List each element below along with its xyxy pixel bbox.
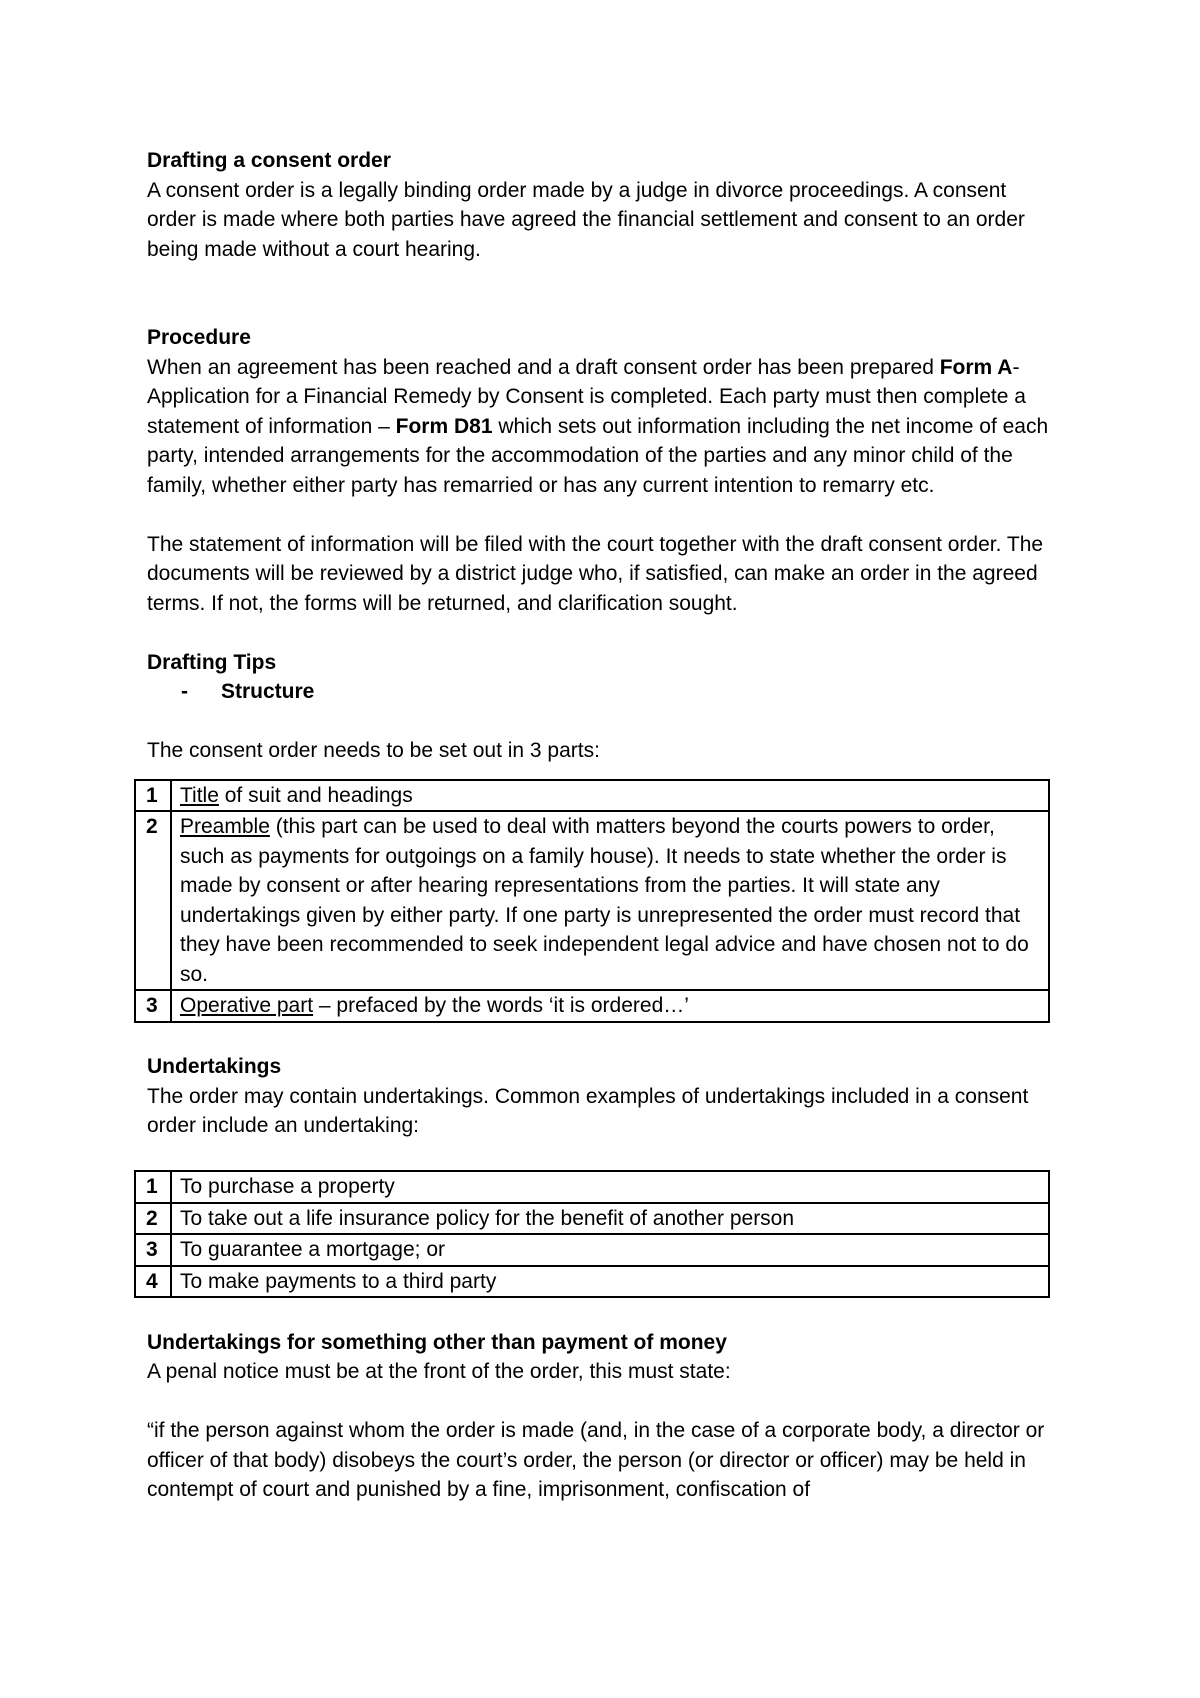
row-text: of suit and headings [218, 783, 413, 807]
spacer [147, 618, 1057, 648]
row-content [171, 780, 1049, 812]
table-row [135, 811, 1049, 990]
intro-heading: Drafting a consent order [147, 149, 391, 172]
row-number: 4 [135, 1266, 171, 1298]
row-number: 2 [135, 811, 171, 990]
table-row [135, 780, 1049, 812]
row-number: 3 [135, 1234, 171, 1266]
parts-table [134, 779, 1050, 1023]
undertakings-paragraph: The order may contain undertakings. Common examples of undertakings included in a consent order include an undertaking: [147, 1084, 1029, 1137]
spacer [147, 500, 1057, 530]
penal-notice-quote: “if the person against whom the order is made (and, in the case of a corporate body, a director or officer of that body) disobeys the court’s order, the person (or director or officer) may be held in contempt of court and punished by a fine, imprisonment, confiscation of [147, 1419, 1045, 1501]
document-page [147, 146, 1057, 1505]
form-a-label: Form A [939, 355, 1013, 379]
spacer [147, 1023, 1057, 1053]
procedure-text-1: When an agreement has been reached and a draft consent order has been prepared [147, 355, 940, 379]
row-number: 1 [135, 780, 171, 812]
row-text: To purchase a property [171, 1171, 1049, 1203]
bullet-dash: - [181, 680, 188, 703]
row-text: To make payments to a third party [171, 1266, 1049, 1298]
row-number: 2 [135, 1203, 171, 1235]
spacer [147, 1141, 1057, 1171]
bullet-text: Structure [221, 680, 315, 703]
spacer [147, 1387, 1057, 1417]
table-row [135, 1203, 1049, 1235]
row-content [171, 990, 1049, 1022]
spacer [147, 1298, 1057, 1328]
tips-heading: Drafting Tips [147, 650, 277, 674]
row-text: (this part can be used to deal with matters beyond the courts powers to order, such as payments for outgoings on a family house). It needs to state whether the order is made by consent or after hearing representations from the parties. It will state any undertakings given by either party. If one party is unrepresented the order must record that they have been recommended to seek independent legal advice and have chosen not to do so. [180, 815, 1029, 986]
parts-intro: The consent order needs to be set out in 3 parts: [147, 739, 600, 762]
undertakings-heading: Undertakings [147, 1055, 282, 1078]
form-d81-label: Form D81 [395, 414, 493, 438]
procedure-text-2: - Application for a Financial Remedy by Consent is completed. Each party must then complete a statement of information – [147, 355, 1026, 438]
row-content [171, 811, 1049, 990]
intro-paragraph: A consent order is a legally binding order made by a judge in divorce proceedings. A consent order is made where both parties have agreed the financial settlement and consent to an order being made without a court hearing. [147, 178, 1025, 261]
row-text: To take out a life insurance policy for the benefit of another person [171, 1203, 1049, 1235]
spacer [147, 707, 1057, 737]
non-money-paragraph: A penal notice must be at the front of the order, this must state: [147, 1360, 731, 1383]
procedure-heading: Procedure [147, 326, 251, 349]
spacer [147, 264, 1057, 323]
row-text: To guarantee a mortgage; or [171, 1234, 1049, 1266]
tips-bullet [147, 677, 1057, 707]
row-number: 3 [135, 990, 171, 1022]
table-row [135, 990, 1049, 1022]
procedure-paragraph [147, 353, 1057, 501]
row-number: 1 [135, 1171, 171, 1203]
non-money-heading: Undertakings for something other than payment of money [147, 1330, 727, 1354]
spacer [147, 766, 1057, 779]
row-label: Preamble [180, 815, 270, 838]
table-row [135, 1266, 1049, 1298]
table-row [135, 1171, 1049, 1203]
filing-paragraph: The statement of information will be filed with the court together with the draft consent order. The documents will be reviewed by a district judge who, if satisfied, can make an order in the agreed terms. If not, the forms will be returned, and clarification sought. [147, 532, 1044, 615]
undertakings-table [134, 1170, 1050, 1298]
row-label: Title [180, 783, 219, 807]
row-text: – prefaced by the words ‘it is ordered…’ [313, 994, 689, 1017]
row-label: Operative part [180, 994, 314, 1017]
procedure-text-3: which sets out information including the net income of each party, intended arrangements for the accommodation of the parties and any minor child of the family, whether either party has remarried or has any current intention to remarry etc. [147, 414, 1049, 497]
table-row [135, 1234, 1049, 1266]
